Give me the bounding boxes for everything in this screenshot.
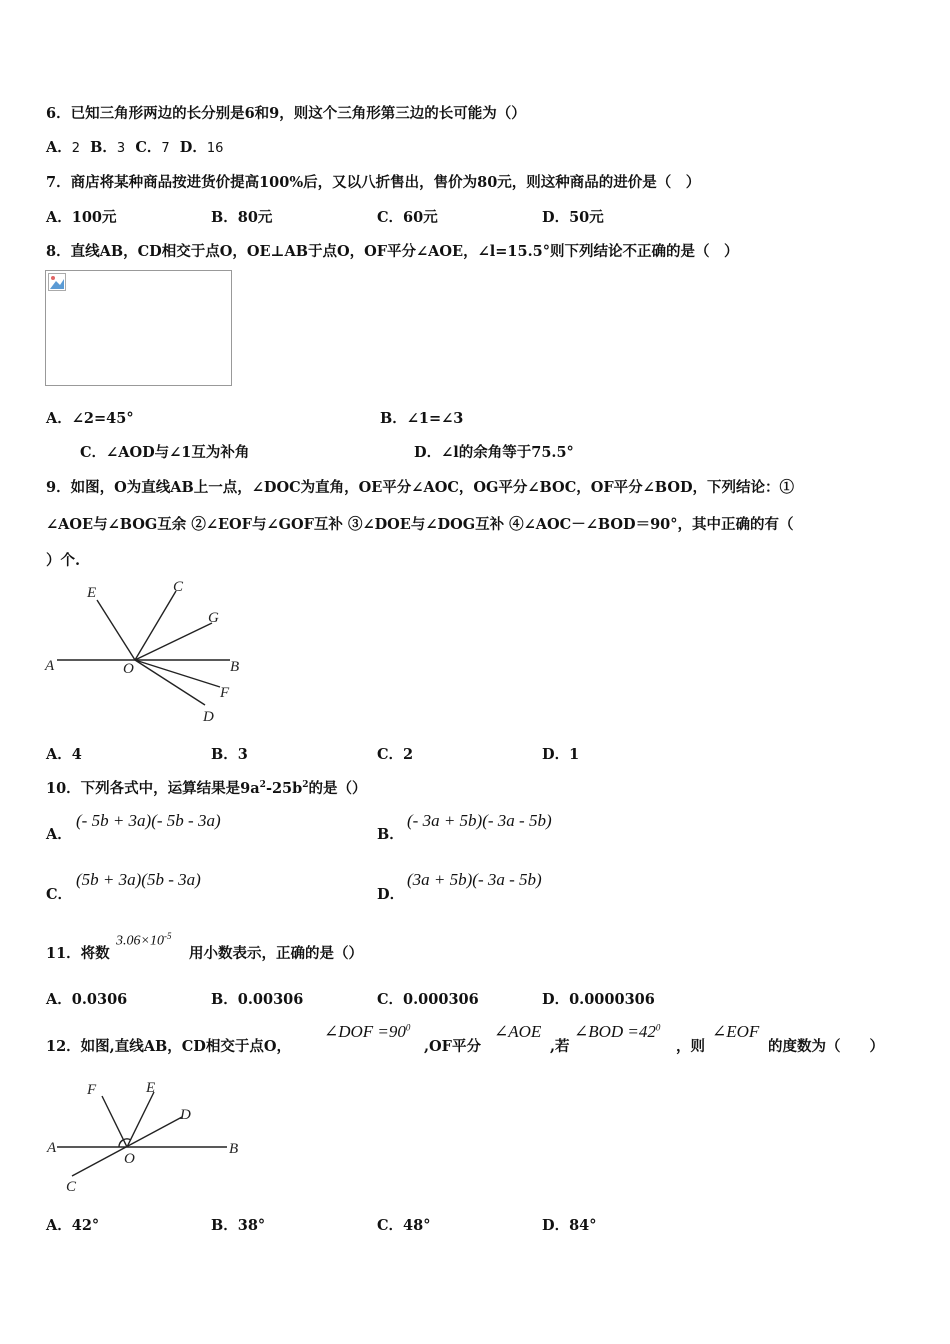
q9-label-e: E — [87, 585, 97, 601]
q12-label-d: D — [180, 1107, 191, 1123]
q12-expr-bod — [574, 1022, 660, 1042]
ray-of — [135, 660, 220, 687]
q6-option-c-value: 7 — [161, 141, 170, 156]
q9-label-f: F — [220, 685, 230, 701]
q11-option-d: D．0.0000306 — [542, 991, 655, 1008]
q7-option-a: A．100元 — [46, 209, 117, 226]
q9-option-a: A．4 — [46, 746, 82, 763]
q6-option-d-value: 16 — [206, 141, 224, 156]
q10-stem-post: 的是（） — [308, 780, 367, 797]
q10-option-c-label: C． — [46, 886, 73, 903]
q10-option-b-label: B． — [377, 826, 404, 843]
q10-stem — [46, 777, 367, 798]
q12-label-c: C — [66, 1179, 77, 1195]
q9-option-c: C．2 — [377, 746, 414, 763]
q11-option-c: C．0.000306 — [377, 991, 479, 1008]
q12-expr-aoe: ∠AOE — [494, 1022, 542, 1041]
q10-option-d-expr: (3a + 5b)(- 3a - 5b) — [407, 870, 542, 889]
q9-stem-line3: ）个. — [46, 552, 81, 569]
q7-stem: 7．商店将某种商品按进货价提高100%后，又以八折售出，售价为80元，则这种商品的进价是（ ） — [46, 174, 701, 191]
q11-stem-pre: 11．将数 — [46, 945, 110, 962]
q11-number-exp: -5 — [163, 931, 172, 941]
q8-option-b: B．∠1=∠3 — [380, 410, 464, 427]
q12-label-b: B — [229, 1141, 239, 1157]
q11-stem-post: 用小数表示，正确的是（） — [189, 945, 363, 962]
q9-label-c: C — [173, 579, 184, 595]
broken-image-icon — [48, 273, 66, 291]
q10-stem-pre: 10．下列各式中，运算结果是9a — [46, 780, 260, 797]
q9-stem-line2: ∠AOE与∠BOG互余 ②∠EOF与∠GOF互补 ③∠DOE与∠DOG互补 ④∠AOC－∠BOD＝90°，其中正确的有（ — [46, 516, 794, 533]
q9-stem-line1: 9．如图，O为直线AB上一点，∠DOC为直角，OE平分∠AOC，OG平分∠BOC，OF平分∠BOD，下列结论：① — [46, 479, 795, 496]
q10-stem-mid: -25b — [265, 780, 303, 797]
q9-label-d: D — [203, 709, 214, 725]
q8-stem: 8．直线AB，CD相交于点O，OE⊥AB于点O，OF平分∠AOE，∠l=15.5°则下列结论不正确的是（ ） — [46, 243, 739, 260]
q11-option-b: B．0.00306 — [211, 991, 304, 1008]
q12-option-b: B．38° — [211, 1217, 266, 1234]
q8-figure-placeholder — [45, 270, 232, 386]
q12-stem-pre: 12．如图,直线AB，CD相交于点O， — [46, 1038, 291, 1055]
q12-label-f: F — [87, 1082, 97, 1098]
q9-label-g: G — [208, 610, 219, 626]
q12-expr1-base: ∠DOF =90 — [324, 1022, 406, 1041]
q6-option-d-label: D． — [179, 139, 207, 156]
q12-stem-mid3: ，则 — [676, 1038, 705, 1055]
q7-option-c: C．60元 — [377, 209, 438, 226]
q10-sup2: 2 — [302, 780, 309, 791]
q12-expr3-base: ∠BOD =42 — [574, 1022, 656, 1041]
q6-option-b-label: B． — [90, 139, 117, 156]
ray-oe — [97, 600, 135, 660]
q12-expr1-exp: 0 — [405, 1022, 411, 1033]
q12-figure — [42, 1072, 252, 1200]
q12-option-c: C．48° — [377, 1217, 431, 1234]
q7-option-d: D．50元 — [542, 209, 604, 226]
q9-label-b: B — [230, 659, 240, 675]
q9-label-o: O — [123, 661, 134, 677]
q12-expr-eof: ∠EOF — [712, 1022, 760, 1041]
q11-number — [116, 931, 171, 950]
q6-option-c-label: C． — [135, 139, 162, 156]
q11-option-a: A．0.0306 — [46, 991, 128, 1008]
q8-option-a: A．∠2=45° — [46, 410, 134, 427]
q9-option-b: B．3 — [211, 746, 248, 763]
q6-option-b-value: 3 — [116, 141, 126, 156]
q10-option-b-expr: (- 3a + 5b)(- 3a - 5b) — [407, 811, 552, 830]
q12-option-d: D．84° — [542, 1217, 597, 1234]
q8-option-d: D．∠l的余角等于75.5° — [414, 444, 574, 461]
q6-stem: 6．已知三角形两边的长分别是6和9，则这个三角形第三边的长可能为（） — [46, 105, 526, 122]
q12-stem-mid1: ,OF平分 — [424, 1038, 481, 1055]
q12-expr3-exp: 0 — [655, 1022, 661, 1033]
q6-options — [46, 136, 223, 157]
q9-figure — [40, 575, 250, 730]
q10-option-d-label: D． — [377, 886, 405, 903]
ray-od — [135, 660, 205, 705]
q12-label-o: O — [124, 1151, 135, 1167]
q12-expr-dof — [324, 1022, 410, 1042]
q12-label-e: E — [146, 1080, 156, 1096]
q8-option-c: C．∠AOD与∠1互为补角 — [80, 444, 250, 461]
q12-option-a: A．42° — [46, 1217, 100, 1234]
q9-label-a: A — [45, 658, 55, 674]
q10-option-a-label: A． — [46, 826, 72, 843]
q12-stem-post: 的度数为（ ） — [768, 1038, 884, 1055]
q6-option-a-value: 2 — [71, 141, 81, 156]
q10-sup1: 2 — [259, 780, 266, 791]
q9-option-d: D．1 — [542, 746, 580, 763]
q12-stem-mid2: ,若 — [550, 1038, 570, 1055]
q12-label-a: A — [47, 1140, 57, 1156]
q11-number-base: 3.06×10 — [116, 933, 164, 949]
q10-option-c-expr: (5b + 3a)(5b - 3a) — [76, 870, 201, 889]
q10-option-a-expr: (- 5b + 3a)(- 5b - 3a) — [76, 811, 221, 830]
q6-option-a-label: A． — [46, 139, 72, 156]
q7-option-b: B．80元 — [211, 209, 273, 226]
